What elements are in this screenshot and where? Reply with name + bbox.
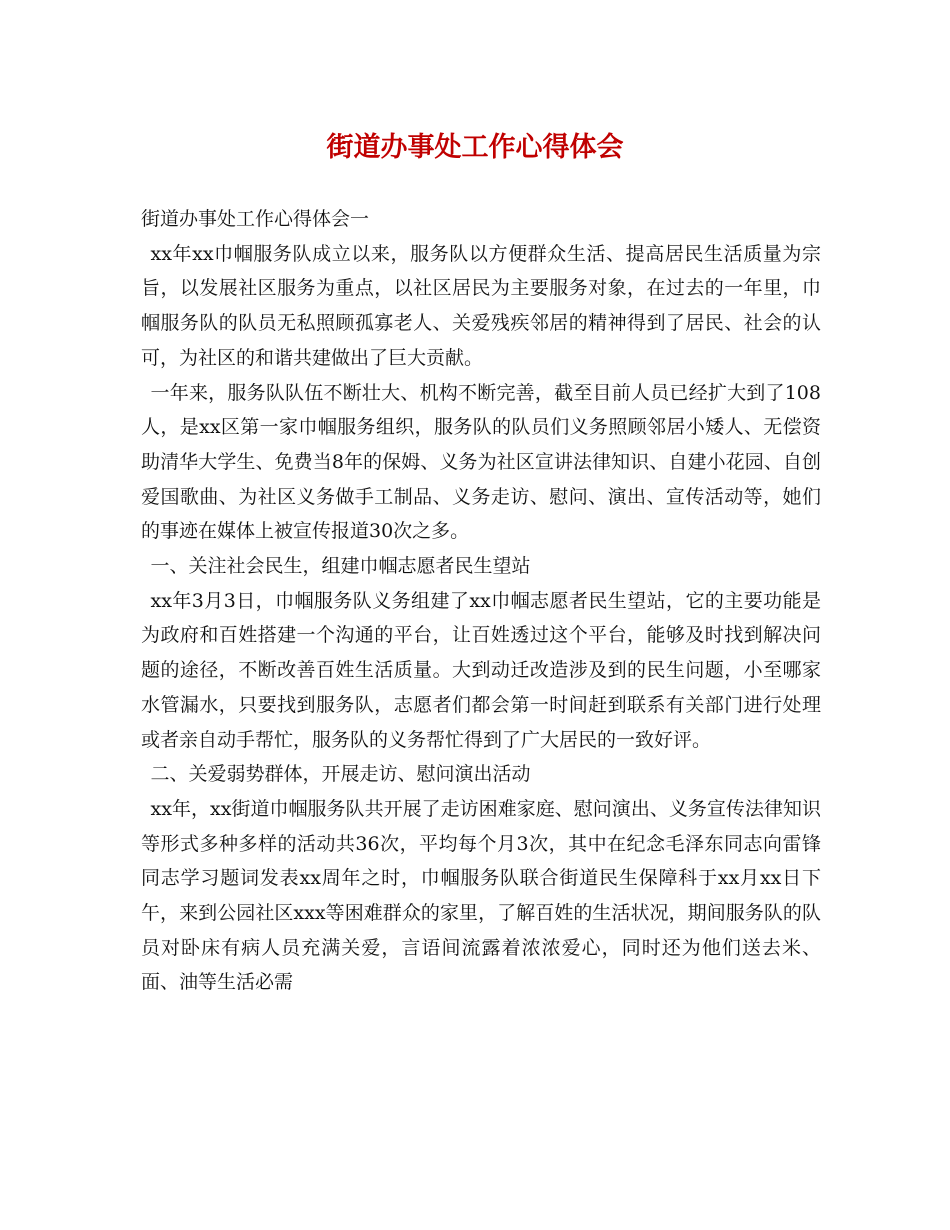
section-heading: 一、关注社会民生，组建巾帼志愿者民生望站 [150, 555, 531, 578]
paragraph: xx年3月3日，巾帼服务队义务组建了xx巾帼志愿者民生望站，它的主要功能是为政府和百姓搭建一个沟通的平台，让百姓透过这个平台，能够及时找到解决问题的途径，不断改善百姓生活质量。大到动迁改造涉及到的民生问题，小至哪家水管漏水，只要找到服务队，志愿者们都会第一时间赶到联系有关部门进行处理或者亲自动手帮忙，服务队的义务帮忙得到了广大居民的一致好评。 [141, 589, 821, 751]
document-title: 街道办事处工作心得体会 [326, 132, 624, 163]
paragraph: xx年xx巾帼服务队成立以来，服务队以方便群众生活、提高居民生活质量为宗旨，以发展社区服务为重点，以社区居民为主要服务对象，在过去的一年里，巾帼服务队的队员无私照顾孤寡老人、关爱残疾邻居的精神得到了居民、社会的认可，为社区的和谐共建做出了巨大贡献。 [141, 242, 821, 369]
paragraph: xx年，xx街道巾帼服务队共开展了走访困难家庭、慰问演出、义务宣传法律知识等形式多种多样的活动共36次，平均每个月3次，其中在纪念毛泽东同志向雷锋同志学习题词发表xx周年之时，巾帼服务队联合街道民生保障科于xx月xx日下午，来到公园社区xxx等困难群众的家里，了解百姓的生活状况，期间服务队的队员对卧床有病人员充满关爱，言语间流露着浓浓爱心，同时还为他们送去米、面、油等生活必需 [141, 797, 821, 994]
section-heading: 二、关爱弱势群体，开展走访、慰问演出活动 [150, 763, 531, 786]
paragraph-heading: 街道办事处工作心得体会一 [141, 208, 370, 230]
paragraph: 一年来，服务队队伍不断壮大、机构不断完善，截至目前人员已经扩大到了108人，是xx区第一家巾帼服务组织，服务队的队员们义务照顾邻居小矮人、无偿资助清华大学生、免费当8年的保姆、义务为社区宣讲法律知识、自建小花园、自创爱国歌曲、为社区义务做手工制品、义务走访、慰问、演出、宣传活动等，她们的事迹在媒体上被宣传报道30次之多。 [141, 381, 821, 543]
document-body [141, 202, 821, 1000]
